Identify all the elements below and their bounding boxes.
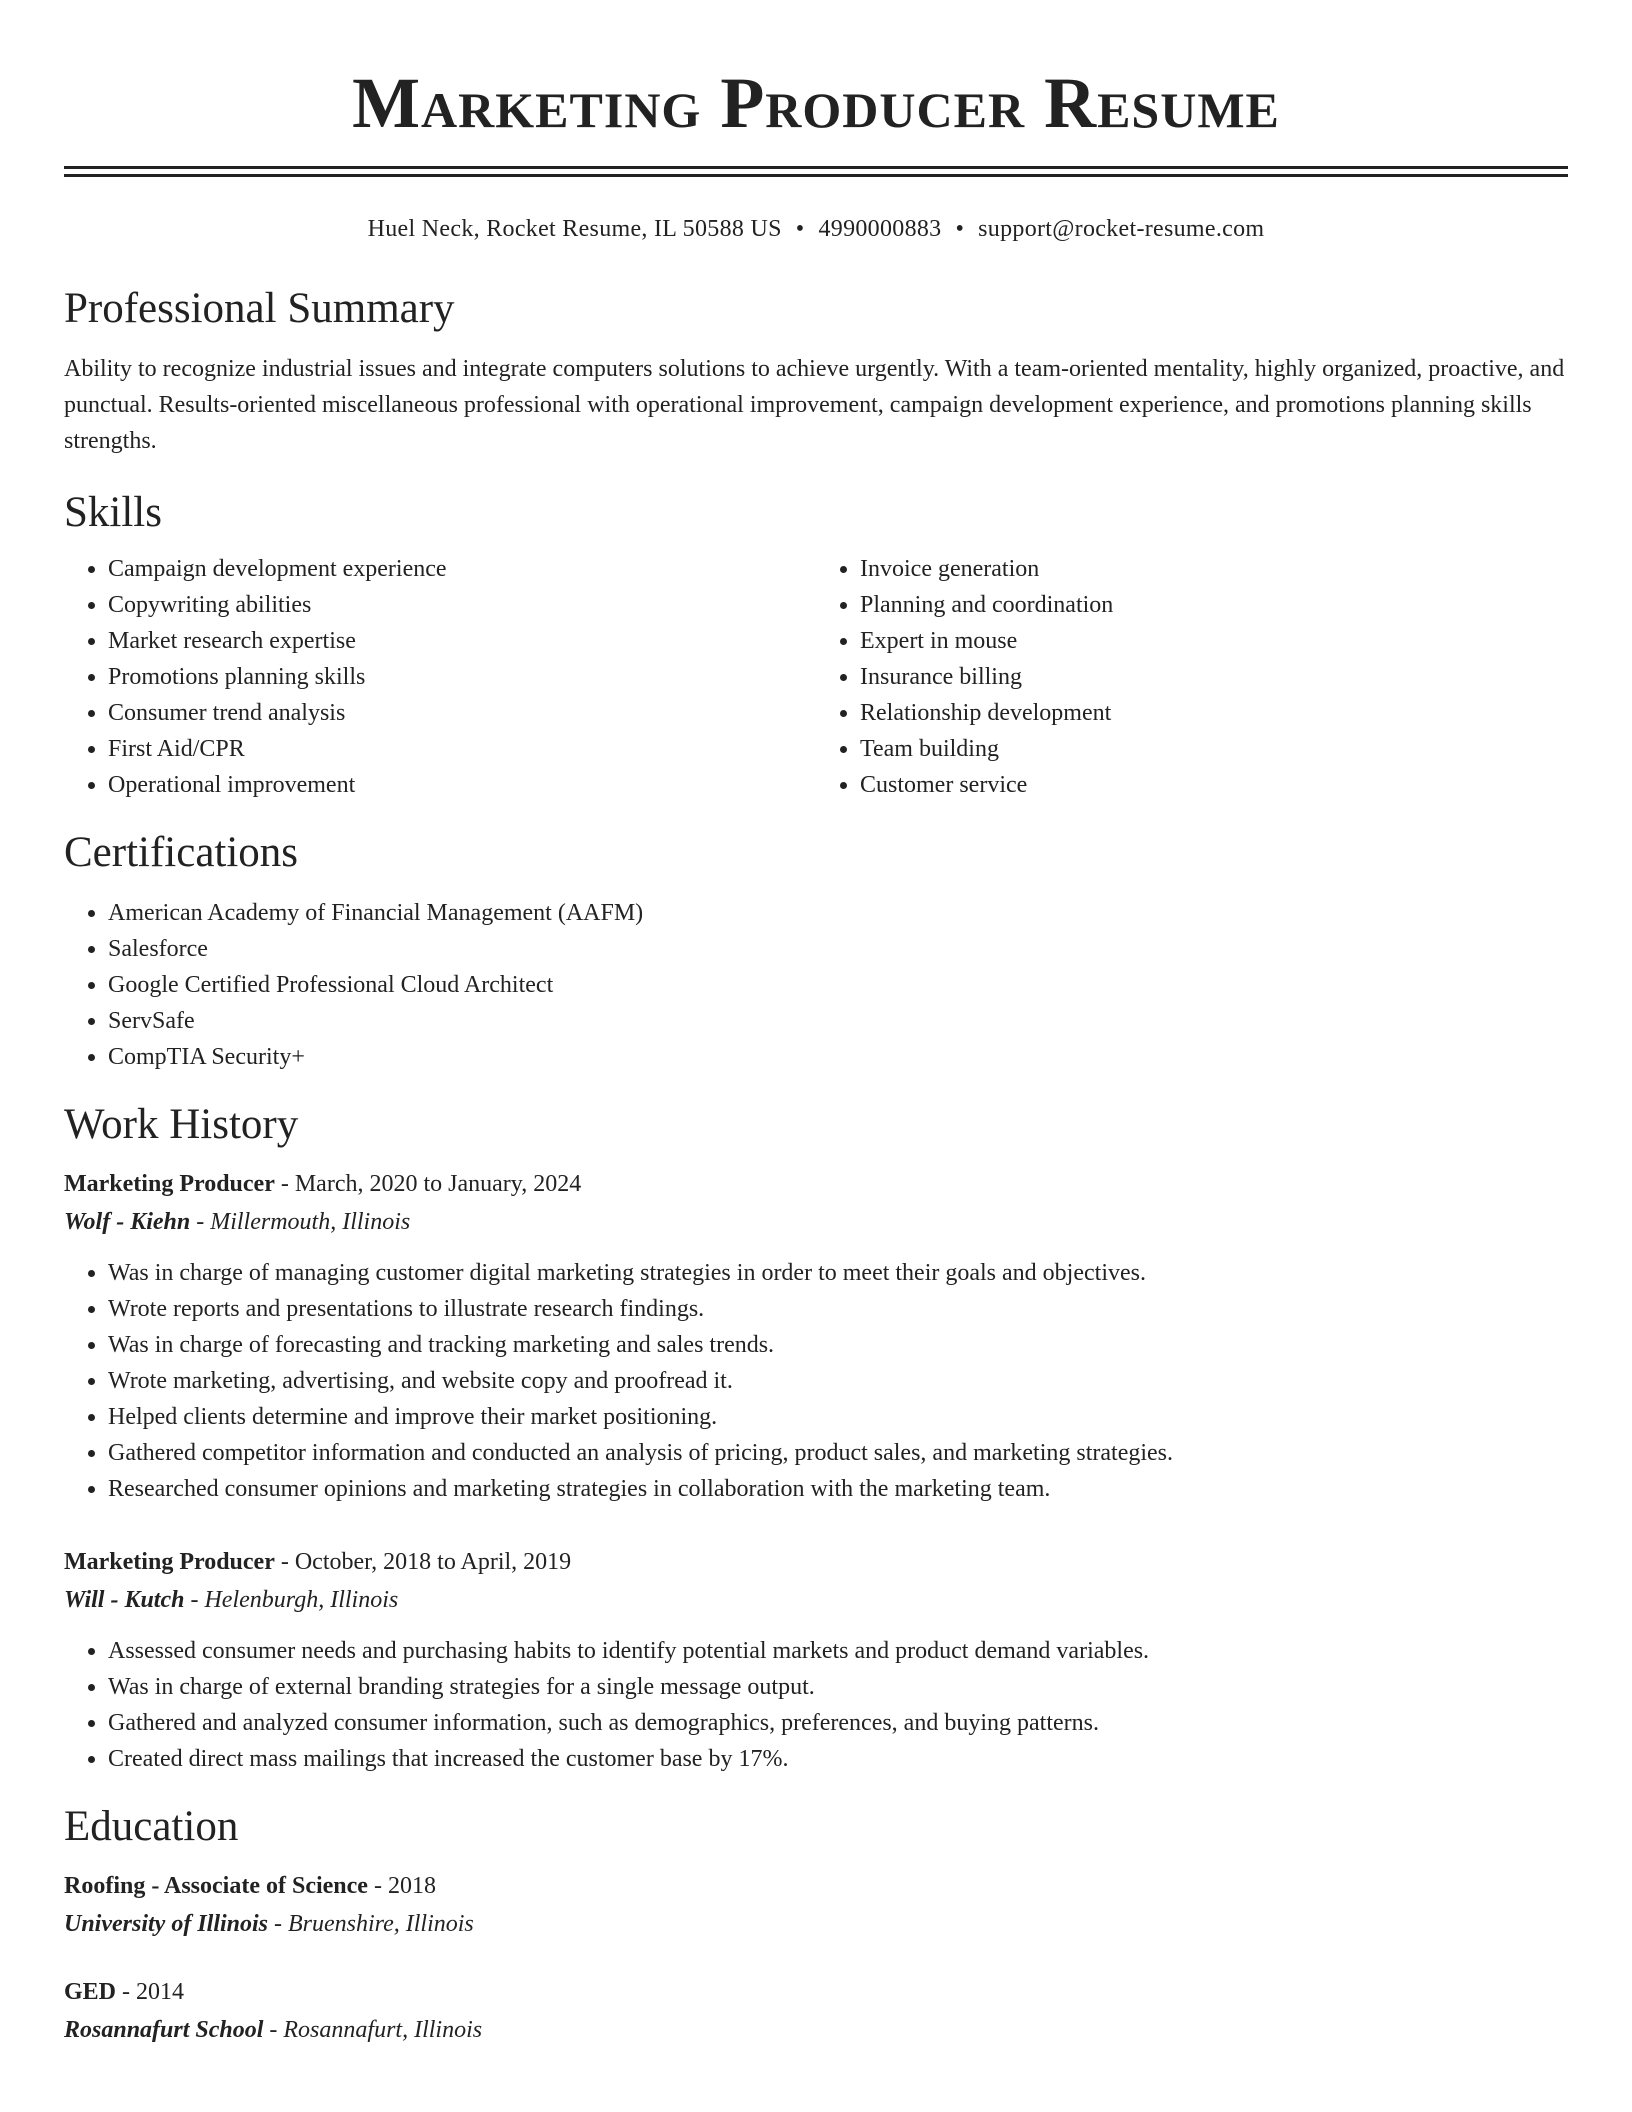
list-item: • Consumer trend analysis — [108, 695, 816, 731]
list-item: • Google Certified Professional Cloud Architect — [108, 967, 1568, 1003]
list-item: • Helped clients determine and improve their market positioning. — [108, 1399, 1568, 1435]
list-item: • Invoice generation — [860, 551, 1568, 587]
education-heading: Education — [64, 1803, 239, 1850]
list-item: • Created direct mass mailings that increased the customer base by 17%. — [108, 1741, 1568, 1777]
certifications-list — [64, 895, 1568, 1075]
list-item: • Expert in mouse — [860, 623, 1568, 659]
job-company: Will - Kutch — [64, 1587, 185, 1613]
skills-list-left — [64, 551, 816, 803]
school-location: - Rosannafurt, Illinois — [263, 2017, 483, 2043]
degree: Roofing - Associate of Science — [64, 1873, 368, 1899]
school-line — [64, 2011, 1568, 2049]
job-company: Wolf - Kiehn — [64, 1209, 191, 1235]
job-bullets — [64, 1633, 1568, 1777]
degree-year: - 2014 — [116, 1979, 185, 2005]
list-item: • Gathered competitor information and conducted an analysis of pricing, product sales, and marketing strategies. — [108, 1435, 1568, 1471]
contact-line — [64, 213, 1568, 245]
job-company-line — [64, 1203, 1568, 1241]
contact-address: Huel Neck, Rocket Resume, IL 50588 US — [367, 216, 782, 242]
summary-heading: Professional Summary — [64, 285, 455, 332]
list-item: • Salesforce — [108, 931, 1568, 967]
job-title-line — [64, 1543, 1568, 1581]
list-item: • ServSafe — [108, 1003, 1568, 1039]
school-name: Rosannafurt School — [64, 2017, 264, 2043]
list-item: • Planning and coordination — [860, 587, 1568, 623]
list-item: • Market research expertise — [108, 623, 816, 659]
list-item: • CompTIA Security+ — [108, 1039, 1568, 1075]
degree-line — [64, 1867, 1568, 1905]
list-item: • First Aid/CPR — [108, 731, 816, 767]
certifications-heading: Certifications — [64, 829, 299, 876]
list-item: • Was in charge of forecasting and tracking marketing and sales trends. — [108, 1327, 1568, 1363]
skills-heading: Skills — [64, 489, 162, 536]
page-title: Marketing Producer Resume — [352, 63, 1280, 143]
job-dates: - March, 2020 to January, 2024 — [274, 1171, 582, 1197]
education-entry — [64, 1973, 1568, 2049]
degree-year: - 2018 — [367, 1873, 436, 1899]
list-item: • Team building — [860, 731, 1568, 767]
job-dates: - October, 2018 to April, 2019 — [274, 1549, 572, 1575]
job-title: Marketing Producer — [64, 1171, 275, 1197]
list-item: • Customer service — [860, 767, 1568, 803]
job-location: - Helenburgh, Illinois — [184, 1587, 399, 1613]
job-location: - Millermouth, Illinois — [190, 1209, 411, 1235]
list-item: • Promotions planning skills — [108, 659, 816, 695]
contact-email: support@rocket-resume.com — [978, 216, 1265, 242]
title-divider — [64, 166, 1568, 177]
list-item: • Wrote marketing, advertising, and website copy and proofread it. — [108, 1363, 1568, 1399]
school-name: University of Illinois — [64, 1911, 269, 1937]
job-title: Marketing Producer — [64, 1549, 275, 1575]
contact-phone: 4990000883 — [818, 216, 942, 242]
summary-text: Ability to recognize industrial issues and integrate computers solutions to achieve urgently. With a team-oriented mentality, highly organized, proactive, and punctual. Results-oriented miscellaneous professional with operational improvement, campaign development experience, and promotions planning skills strengths. — [64, 356, 1565, 454]
list-item: • Researched consumer opinions and marketing strategies in collaboration with the marketing team. — [108, 1471, 1568, 1507]
job-entry — [64, 1165, 1568, 1507]
list-item: • Operational improvement — [108, 767, 816, 803]
school-line — [64, 1905, 1568, 1943]
list-item: • Campaign development experience — [108, 551, 816, 587]
list-item: • Insurance billing — [860, 659, 1568, 695]
job-title-line — [64, 1165, 1568, 1203]
contact-separator: • — [795, 216, 805, 242]
work-history-heading: Work History — [64, 1101, 299, 1148]
degree: GED — [64, 1979, 117, 2005]
job-company-line — [64, 1581, 1568, 1619]
list-item: • American Academy of Financial Management (AAFM) — [108, 895, 1568, 931]
job-bullets — [64, 1255, 1568, 1507]
education-entry — [64, 1867, 1568, 1943]
degree-line — [64, 1973, 1568, 2011]
school-location: - Bruenshire, Illinois — [268, 1911, 474, 1937]
contact-separator: • — [955, 216, 965, 242]
list-item: • Wrote reports and presentations to illustrate research findings. — [108, 1291, 1568, 1327]
list-item: • Was in charge of external branding strategies for a single message output. — [108, 1669, 1568, 1705]
list-item: • Relationship development — [860, 695, 1568, 731]
list-item: • Assessed consumer needs and purchasing habits to identify potential markets and product demand variables. — [108, 1633, 1568, 1669]
job-entry — [64, 1543, 1568, 1777]
skills-columns — [64, 551, 1568, 803]
list-item: • Was in charge of managing customer digital marketing strategies in order to meet their goals and objectives. — [108, 1255, 1568, 1291]
list-item: • Gathered and analyzed consumer information, such as demographics, preferences, and buying patterns. — [108, 1705, 1568, 1741]
skills-list-right — [816, 551, 1568, 803]
list-item: • Copywriting abilities — [108, 587, 816, 623]
